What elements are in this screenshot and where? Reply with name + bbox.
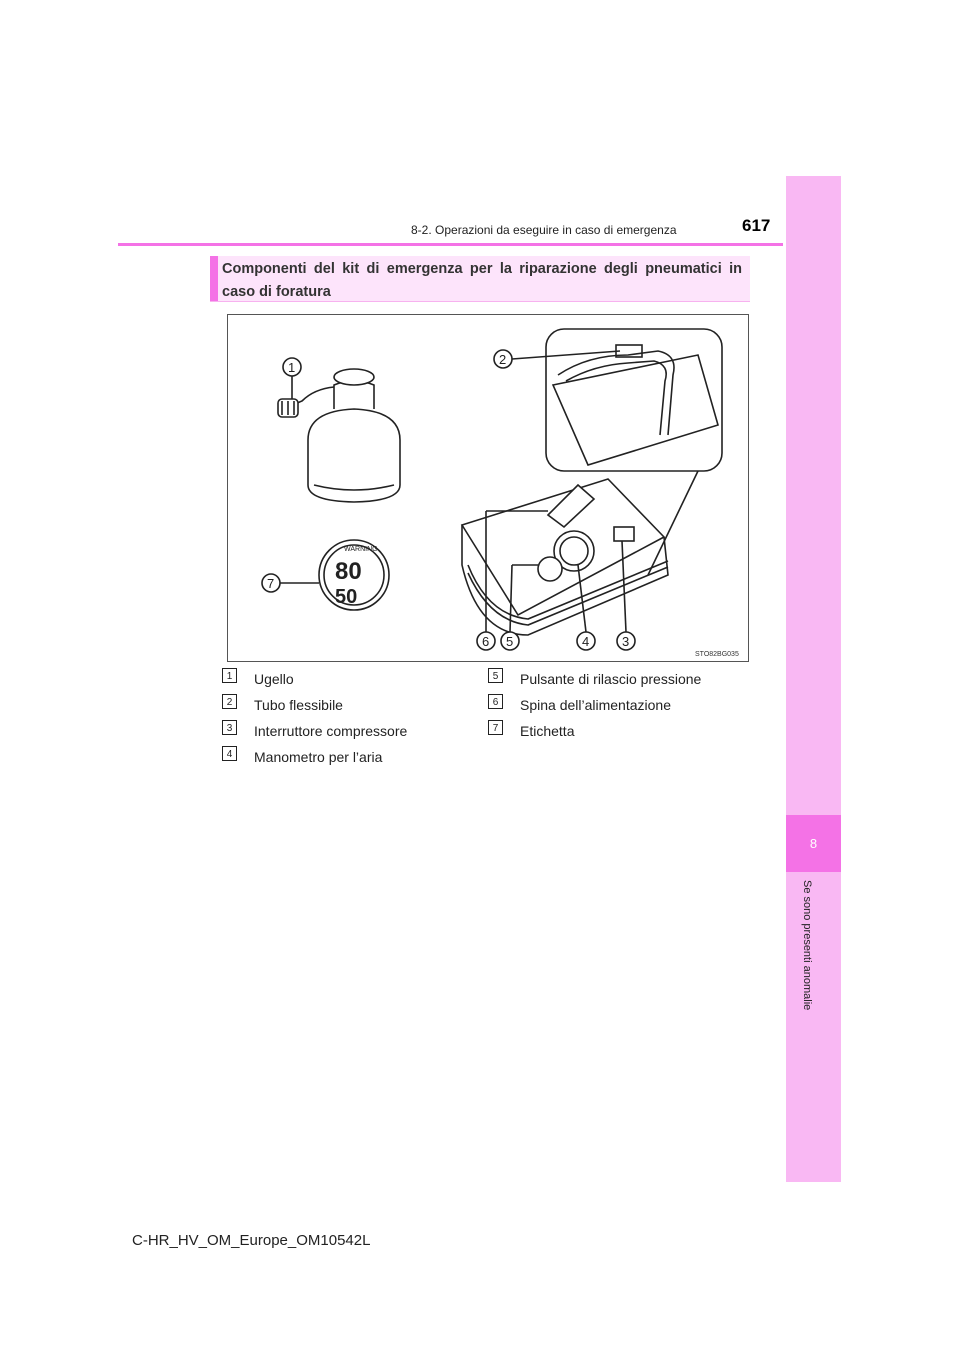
svg-text:WARNING: WARNING xyxy=(344,546,378,553)
page-heading: Componenti del kit di emergenza per la riparazione degli pneumatici in caso di foratura xyxy=(222,261,742,300)
callout-1: 1 xyxy=(288,360,296,375)
header-divider xyxy=(118,243,783,246)
callout-6: 6 xyxy=(482,634,490,649)
svg-text:50: 50 xyxy=(335,586,358,608)
legend-number: 7 xyxy=(488,720,503,735)
callout-4: 4 xyxy=(582,634,590,649)
callout-2: 2 xyxy=(499,352,507,367)
legend-number: 5 xyxy=(488,668,503,683)
legend-number: 2 xyxy=(222,694,237,709)
chapter-label: Se sono presenti anomalie xyxy=(801,880,813,1011)
legend-label: Ugello xyxy=(254,671,294,687)
callout-7: 7 xyxy=(267,576,275,591)
legend-label: Pulsante di rilascio pressione xyxy=(520,671,702,687)
section-title: 8-2. Operazioni da eseguire in caso di emergenza xyxy=(411,223,677,237)
kit-drawing xyxy=(228,315,748,661)
page-number: 617 xyxy=(742,216,771,235)
chapter-number: 8 xyxy=(809,836,818,851)
legend-label: Etichetta xyxy=(520,723,575,739)
kit-illustration xyxy=(227,314,749,662)
legend-label: Tubo flessibile xyxy=(254,697,343,713)
legend-label: Manometro per l’aria xyxy=(254,749,383,765)
callout-5: 5 xyxy=(506,634,514,649)
chapter-side-tab xyxy=(786,176,841,1182)
legend-label: Spina dell’alimentazione xyxy=(520,697,671,713)
legend-label: Interruttore compressore xyxy=(254,723,408,739)
legend-number: 4 xyxy=(222,746,237,761)
legend-number: 1 xyxy=(222,668,237,683)
callout-3: 3 xyxy=(622,634,630,649)
chapter-number-tab[interactable] xyxy=(786,815,841,872)
document-footer: C-HR_HV_OM_Europe_OM10542L xyxy=(132,1232,371,1249)
legend-number: 3 xyxy=(222,720,237,735)
legend-number: 6 xyxy=(488,694,503,709)
svg-text:80: 80 xyxy=(335,558,362,585)
figure-code: STO82BG035 xyxy=(695,651,739,658)
